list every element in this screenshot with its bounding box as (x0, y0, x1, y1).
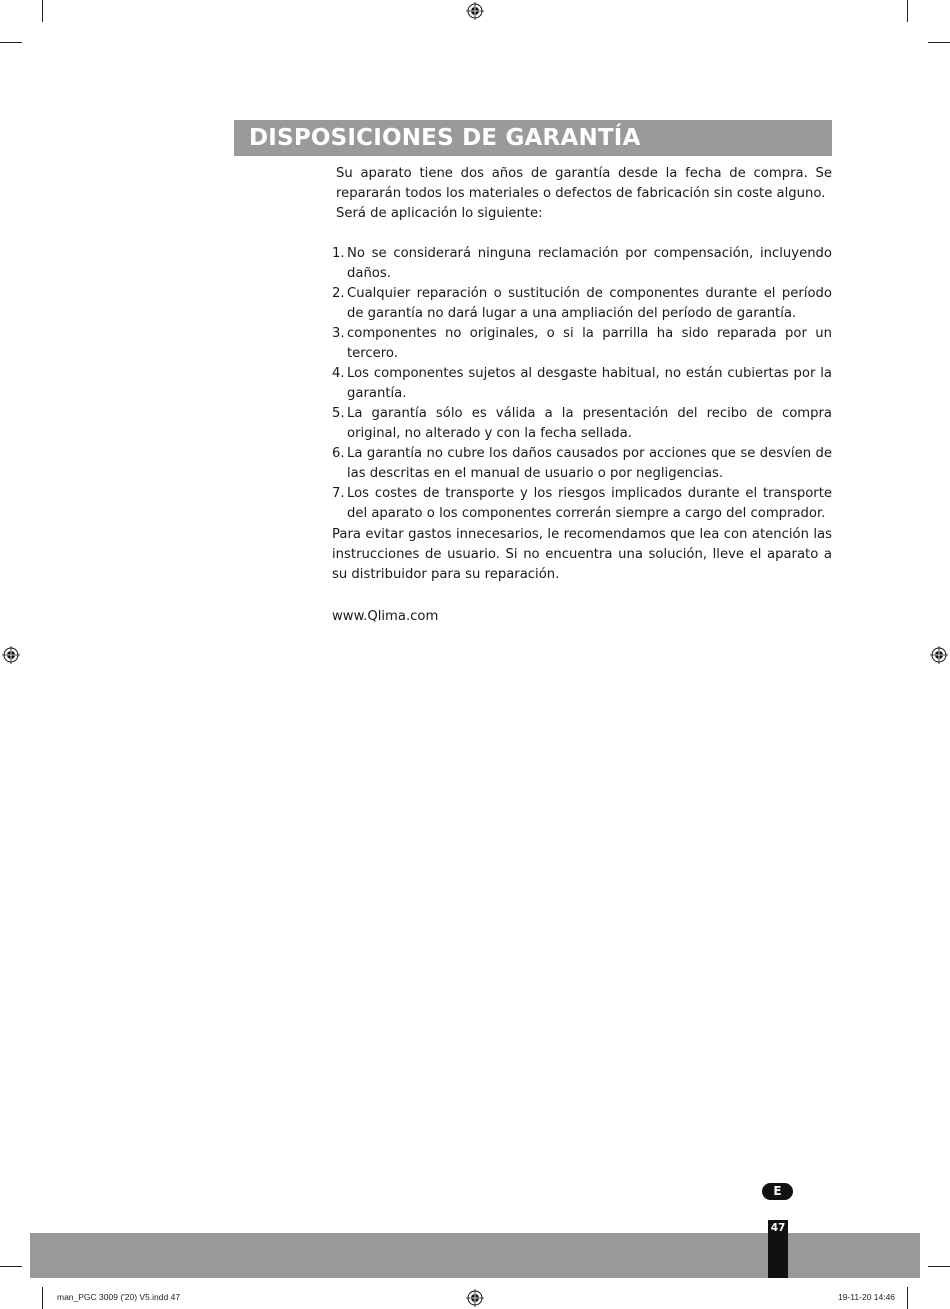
file-slug: man_PGC 3009 ('20) V5.indd 47 (57, 1292, 181, 1302)
list-item-text: Los costes de transporte y los riesgos implicados durante el transporte del aparato o los componentes correrán siempre a cargo del comprador. (347, 486, 832, 521)
list-item (332, 364, 832, 404)
list-item-text: componentes no originales, o si la parrilla ha sido reparada por un tercero. (347, 326, 832, 361)
page-number: 47 (770, 1222, 786, 1234)
list-item (332, 444, 832, 484)
intro-text (336, 164, 832, 224)
crop-mark (907, 1287, 908, 1309)
warranty-conditions-list (332, 244, 832, 524)
list-number: 2. (332, 286, 345, 301)
registration-mark-icon (466, 1289, 484, 1307)
list-item (332, 244, 832, 284)
section-title-bar (234, 120, 832, 156)
list-item (332, 284, 832, 324)
list-number: 5. (332, 406, 345, 421)
list-item (332, 324, 832, 364)
list-item (332, 404, 832, 444)
date-slug: 19-11-20 14:46 (838, 1292, 896, 1302)
list-number: 3. (332, 326, 345, 341)
registration-mark-icon (466, 2, 484, 20)
intro-paragraph: Su aparato tiene dos años de garantía desde la fecha de compra. Se repararán todos los materiales o defectos de fabricación sin coste alguno. (336, 166, 832, 201)
registration-mark-icon (2, 646, 20, 664)
intro-paragraph: Será de aplicación lo siguiente: (336, 206, 543, 221)
list-item-text: No se considerará ninguna reclamación por compensación, incluyendo daños. (347, 246, 832, 281)
list-item (332, 484, 832, 524)
list-number: 6. (332, 446, 345, 461)
closing-paragraph: Para evitar gastos innecesarios, le recomendamos que lea con atención las instrucciones de usuario. Si no encuentra una solución, lleve el aparato a su distribuidor para su reparación. (332, 527, 832, 582)
crop-mark (0, 1266, 22, 1267)
crop-mark (42, 1287, 43, 1309)
page-title: DISPOSICIONES DE GARANTÍA (249, 125, 641, 151)
list-item-text: La garantía sólo es válida a la presentación del recibo de compra original, no alterado y con la fecha sellada. (347, 406, 832, 441)
list-number: 4. (332, 366, 345, 381)
registration-mark-icon (930, 646, 948, 664)
crop-mark (42, 0, 43, 22)
list-number: 1. (332, 246, 345, 261)
website-link[interactable]: www.Qlima.com (332, 609, 439, 624)
crop-mark (928, 42, 950, 43)
list-item-text: Cualquier reparación o sustitución de componentes durante el período de garantía no dará lugar a una ampliación del período de garantía. (347, 286, 832, 321)
crop-mark (907, 0, 908, 22)
crop-mark (0, 42, 22, 43)
list-number: 7. (332, 486, 345, 501)
crop-mark (928, 1266, 950, 1267)
list-item-text: La garantía no cubre los daños causados por acciones que se desvíen de las descritas en el manual de usuario o por negligencias. (347, 446, 832, 481)
list-item-text: Los componentes sujetos al desgaste habitual, no están cubiertas por la garantía. (347, 366, 832, 401)
language-badge: E (762, 1183, 793, 1200)
